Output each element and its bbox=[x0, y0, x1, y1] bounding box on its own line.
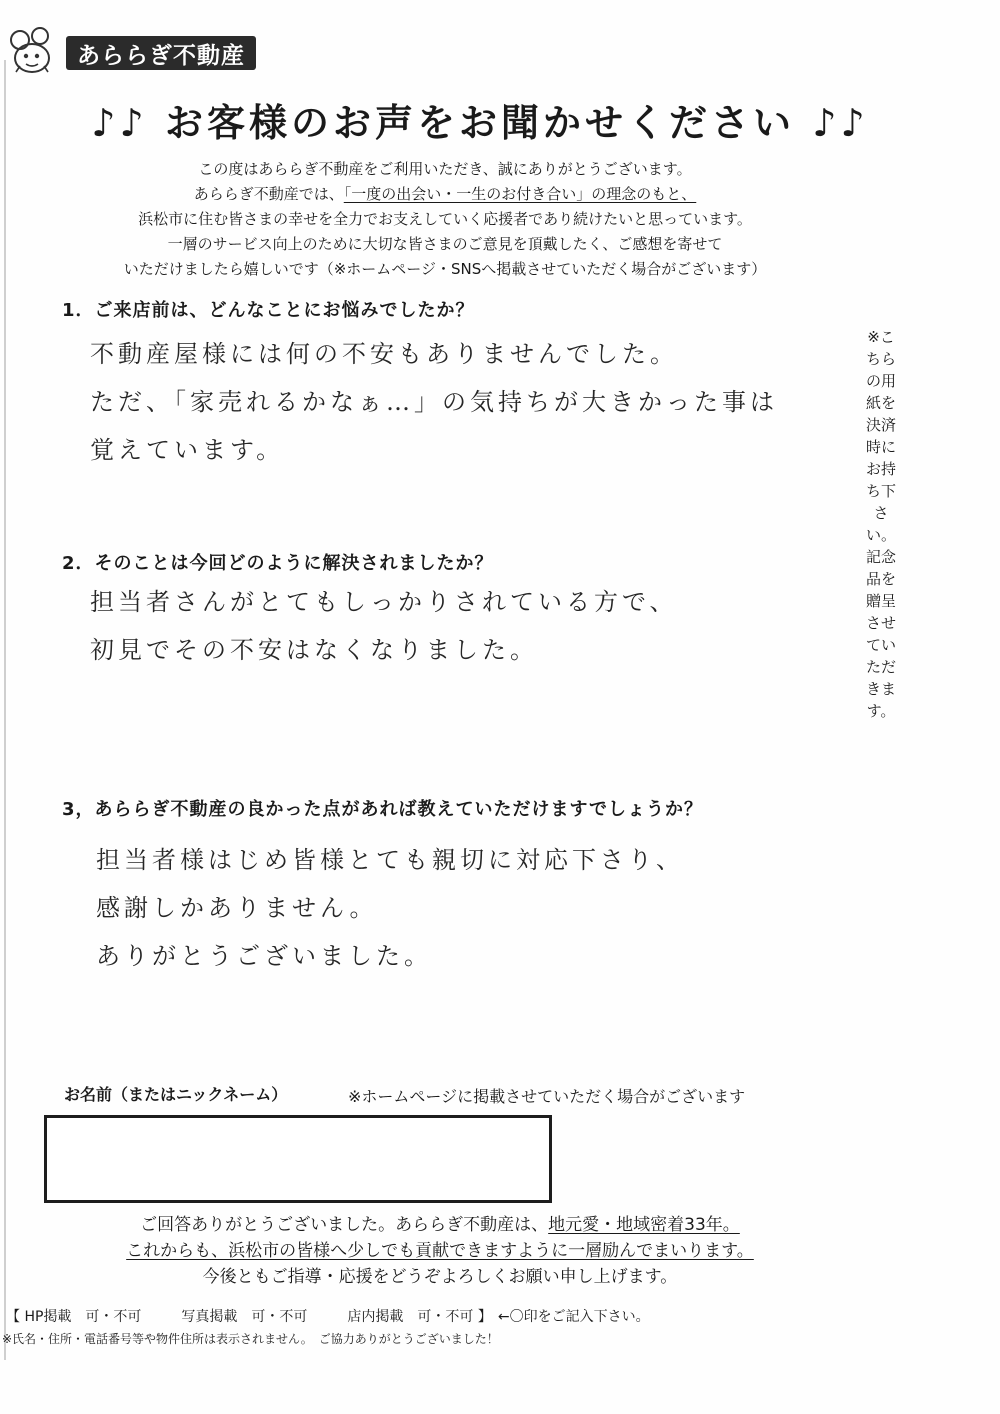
name-publish-note: ※ホームページに掲載させていただく場合がございます bbox=[348, 1087, 746, 1106]
answer-2-line-2: 初見でその不安はなくなりました。 bbox=[90, 636, 538, 664]
mascot-icon bbox=[6, 26, 64, 76]
answer-1-line-3: 覚えています。 bbox=[90, 436, 285, 464]
answer-1-line-2: ただ、「家売れるかなぁ…」の気持ちが大きかった事は bbox=[90, 388, 778, 416]
consent-hp[interactable]: 【 HP掲載 可・不可 bbox=[6, 1309, 142, 1325]
question-3-label: 3，あららぎ不動産の良かった点があれば教えていただけますでしょうか？ bbox=[62, 799, 704, 820]
question-2-label: 2．そのことは今回どのように解決されましたか？ bbox=[62, 553, 494, 574]
intro-line-4: 一層のサービス向上のために大切な皆さまのご意見を頂戴したく、ご感想を寄せて bbox=[167, 235, 723, 253]
name-field[interactable] bbox=[44, 1115, 552, 1203]
closing-years: 地元愛・地域密着33年。 bbox=[548, 1215, 740, 1235]
closing-line-1 bbox=[0, 1212, 880, 1238]
name-label: お名前（またはニックネーム） bbox=[64, 1085, 288, 1104]
answer-3-line-2: 感謝しかありません。 bbox=[96, 894, 378, 922]
intro-line-1: この度はあららぎ不動産をご利用いただき、誠にありがとうございます。 bbox=[198, 160, 692, 178]
answer-2-line-1: 担当者さんがとてもしっかりされている方で、 bbox=[90, 588, 678, 616]
intro-line-2 bbox=[0, 182, 890, 207]
intro-text bbox=[0, 157, 890, 282]
answer-3-line-3: ありがとうございました。 bbox=[96, 942, 432, 970]
question-1-label: 1．ご来店前は、どんなことにお悩みでしたか？ bbox=[62, 300, 475, 321]
consent-photo[interactable]: 写真掲載 可・不可 bbox=[181, 1309, 308, 1325]
consent-instruction: ←〇印をご記入下さい。 bbox=[497, 1309, 650, 1325]
intro-motto: 「一度の出会い・一生のお付き合い」の理念のもと、 bbox=[343, 185, 697, 203]
answer-3-line-1: 担当者様はじめ皆様とても親切に対応下さり、 bbox=[96, 846, 684, 874]
closing-line-3: 今後ともご指導・応援をどうぞよろしくお願い申し上げます。 bbox=[202, 1267, 678, 1287]
answer-1-handwritten bbox=[90, 330, 778, 474]
answer-3-handwritten bbox=[96, 836, 684, 980]
closing-text bbox=[0, 1212, 880, 1290]
consent-store[interactable]: 店内掲載 可・不可 】 bbox=[347, 1309, 492, 1325]
consent-options bbox=[6, 1306, 650, 1326]
side-note-vertical: ※こちらの用紙を決済時にお持ち下さい。記念品を贈呈させていただきます。 bbox=[866, 328, 897, 720]
page-title: ♪♪ お客様のお声をお聞かせください ♪♪ bbox=[91, 101, 869, 145]
answer-2-handwritten bbox=[90, 578, 678, 674]
closing-line-2: これからも、浜松市の皆様へ少しでも貢献できますように一層励んでまいります。 bbox=[126, 1241, 754, 1261]
logo-wordmark: あららぎ不動産 bbox=[66, 36, 256, 70]
privacy-footnote: ※氏名・住所・電話番号等や物件住所は表示されません。 ご協力ありがとうございました！ bbox=[2, 1332, 499, 1346]
intro-line-5: いただけましたら嬉しいです（※ホームページ・SNSへ掲載させていただく場合がございます） bbox=[123, 260, 767, 278]
intro-line-2-lead: あららぎ不動産では、 bbox=[193, 185, 344, 203]
intro-line-3: 浜松市に住む皆さまの幸せを全力でお支えしていく応援者であり続けたいと思っています。 bbox=[138, 210, 752, 228]
closing-line-1-lead: ご回答ありがとうございました。あららぎ不動産は、 bbox=[140, 1215, 549, 1235]
answer-1-line-1: 不動産屋様には何の不安もありませんでした。 bbox=[90, 340, 678, 368]
